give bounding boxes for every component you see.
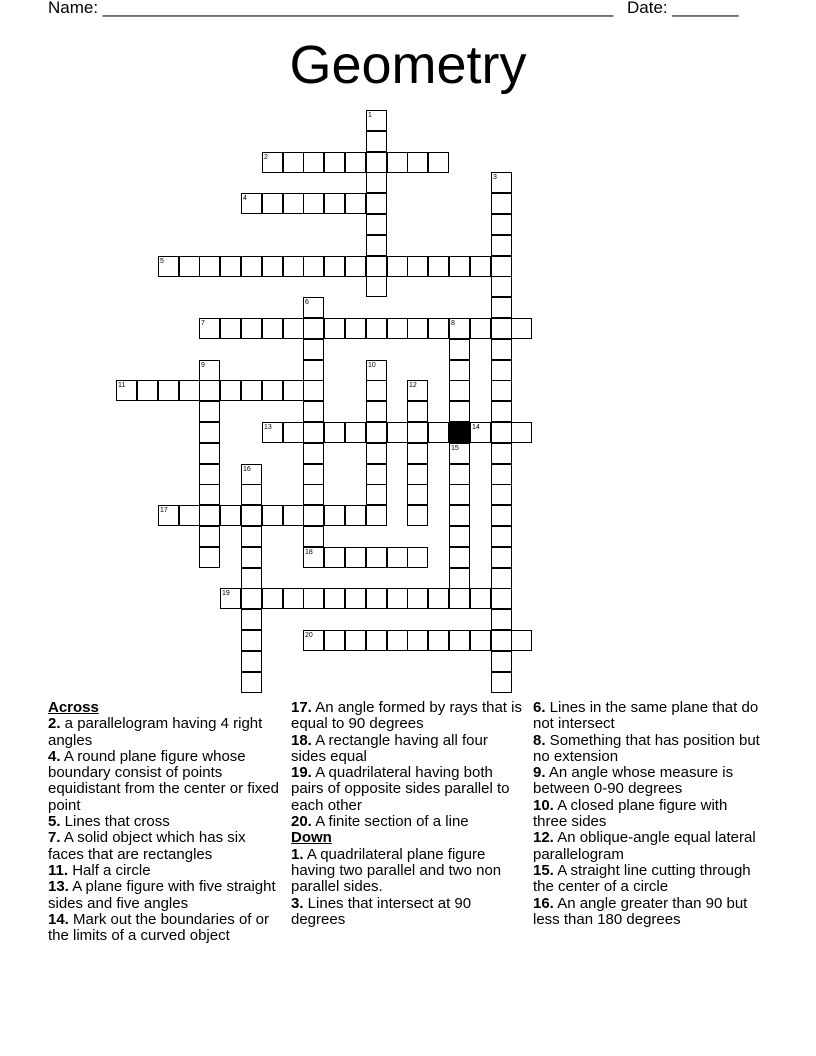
clue-text: Lines in the same plane that do not intersect bbox=[533, 699, 759, 733]
clue-text: A finite section of a line bbox=[311, 813, 469, 831]
clue-text: a parallelogram having 4 right angles bbox=[48, 715, 263, 749]
crossword-cell[interactable] bbox=[303, 360, 324, 381]
clue-item bbox=[533, 830, 765, 863]
crossword-cell[interactable] bbox=[283, 588, 304, 609]
crossword-cell[interactable] bbox=[241, 380, 262, 401]
clue-text: An angle greater than 90 but less than 180 degrees bbox=[533, 894, 748, 928]
crossword-cell[interactable] bbox=[491, 630, 512, 651]
clue-number-label: 18. bbox=[291, 731, 312, 749]
crossword-cell[interactable] bbox=[199, 360, 220, 381]
crossword-cell[interactable] bbox=[345, 318, 366, 339]
crossword-cell[interactable] bbox=[387, 256, 408, 277]
clue-number: 9 bbox=[201, 362, 205, 369]
crossword-cell[interactable] bbox=[241, 464, 262, 485]
crossword-cell[interactable] bbox=[428, 152, 449, 173]
across-clue-list bbox=[48, 716, 280, 944]
crossword-cell[interactable] bbox=[366, 630, 387, 651]
clue-item bbox=[48, 830, 280, 863]
crossword-cell[interactable] bbox=[220, 588, 241, 609]
clue-text: An angle formed by rays that is equal to 90 degrees bbox=[291, 699, 522, 733]
crossword-cell[interactable] bbox=[491, 172, 512, 193]
crossword-cell[interactable] bbox=[449, 318, 470, 339]
clue-number-label: 14. bbox=[48, 910, 69, 928]
crossword-cell[interactable] bbox=[199, 505, 220, 526]
crossword-cell[interactable] bbox=[407, 256, 428, 277]
clue-item bbox=[291, 847, 523, 896]
crossword-cell[interactable] bbox=[428, 318, 449, 339]
clue-text: Lines that intersect at 90 degrees bbox=[291, 894, 472, 928]
clue-number-label: 17. bbox=[291, 699, 312, 716]
crossword-cell[interactable] bbox=[199, 547, 220, 568]
clue-number: 5 bbox=[160, 258, 164, 265]
crossword-cell[interactable] bbox=[449, 568, 470, 589]
crossword-cell[interactable] bbox=[491, 235, 512, 256]
clue-text: A closed plane figure with three sides bbox=[533, 796, 728, 831]
clue-item bbox=[48, 863, 280, 879]
crossword-cell[interactable] bbox=[241, 318, 262, 339]
clue-number-label: 19. bbox=[291, 764, 312, 782]
crossword-cell[interactable] bbox=[491, 672, 512, 693]
crossword-cell[interactable] bbox=[491, 297, 512, 318]
crossword-cell[interactable] bbox=[324, 505, 345, 526]
clue-number-label: 2. bbox=[48, 715, 61, 733]
crossword-cell[interactable] bbox=[470, 256, 491, 277]
crossword-cell[interactable] bbox=[449, 505, 470, 526]
crossword-cell[interactable] bbox=[179, 505, 200, 526]
clue-number-label: 7. bbox=[48, 829, 61, 847]
clue-item bbox=[291, 896, 523, 929]
crossword-cell[interactable] bbox=[303, 505, 324, 526]
crossword-cell[interactable] bbox=[491, 526, 512, 547]
crossword-cell[interactable] bbox=[303, 588, 324, 609]
crossword-cell[interactable] bbox=[366, 172, 387, 193]
down-heading: Down bbox=[291, 829, 332, 847]
crossword-cell[interactable] bbox=[303, 422, 324, 443]
clue-number: 11 bbox=[118, 382, 126, 389]
crossword-cell[interactable] bbox=[262, 318, 283, 339]
crossword-cell[interactable] bbox=[324, 422, 345, 443]
crossword-cell[interactable] bbox=[449, 339, 470, 360]
crossword-cell[interactable] bbox=[283, 152, 304, 173]
clue-number-label: 20. bbox=[291, 813, 312, 831]
crossword-cell[interactable] bbox=[407, 547, 428, 568]
crossword-cell[interactable] bbox=[491, 276, 512, 297]
crossword-cell[interactable] bbox=[220, 380, 241, 401]
crossword-cell[interactable] bbox=[241, 609, 262, 630]
crossword-cell[interactable] bbox=[470, 422, 491, 443]
crossword-cell[interactable] bbox=[491, 339, 512, 360]
crossword-cell[interactable] bbox=[324, 152, 345, 173]
crossword-cell[interactable] bbox=[491, 505, 512, 526]
crossword-cell[interactable] bbox=[199, 464, 220, 485]
crossword-cell[interactable] bbox=[262, 505, 283, 526]
clue-item bbox=[48, 814, 280, 830]
clue-number-label: 15. bbox=[533, 861, 554, 879]
clue-item bbox=[291, 733, 523, 766]
crossword-cell[interactable] bbox=[199, 484, 220, 505]
clue-number-label: 16. bbox=[533, 894, 554, 912]
clue-item bbox=[533, 700, 765, 733]
clue-number-label: 1. bbox=[291, 845, 304, 863]
clue-text: A quadrilateral plane figure having two parallel and two non parallel sides. bbox=[291, 845, 502, 896]
crossword-cell[interactable] bbox=[199, 401, 220, 422]
crossword-cell[interactable] bbox=[345, 256, 366, 277]
clue-text: A rectangle having all four sides equal bbox=[291, 731, 488, 765]
crossword-cell[interactable] bbox=[428, 630, 449, 651]
clue-text: A plane figure with five straight sides and five angles bbox=[48, 878, 276, 912]
clue-item bbox=[533, 765, 765, 798]
clue-number: 20 bbox=[305, 632, 313, 639]
crossword-cell[interactable] bbox=[241, 651, 262, 672]
crossword-cell[interactable] bbox=[491, 214, 512, 235]
clue-text: An angle whose measure is between 0-90 degrees bbox=[533, 764, 734, 798]
crossword-cell[interactable] bbox=[366, 464, 387, 485]
clue-number-label: 10. bbox=[533, 796, 554, 814]
crossword-cell[interactable] bbox=[179, 380, 200, 401]
crossword-cell[interactable] bbox=[303, 318, 324, 339]
clue-number-label: 9. bbox=[533, 764, 546, 782]
crossword-cell[interactable] bbox=[241, 568, 262, 589]
crossword-cell[interactable] bbox=[491, 380, 512, 401]
date-field-label: Date: _______ bbox=[627, 0, 739, 17]
clue-number: 13 bbox=[264, 424, 272, 431]
clue-number-label: 11. bbox=[48, 861, 69, 879]
crossword-cell[interactable] bbox=[303, 256, 324, 277]
crossword-cell[interactable] bbox=[241, 526, 262, 547]
crossword-cell[interactable] bbox=[283, 256, 304, 277]
clue-number: 6 bbox=[305, 299, 309, 306]
crossword-cell[interactable] bbox=[407, 401, 428, 422]
crossword-cell[interactable] bbox=[241, 505, 262, 526]
crossword-cell[interactable] bbox=[449, 443, 470, 464]
crossword-cell[interactable] bbox=[220, 505, 241, 526]
crossword-cell[interactable] bbox=[387, 318, 408, 339]
crossword-cell[interactable] bbox=[491, 464, 512, 485]
crossword-cell[interactable] bbox=[303, 193, 324, 214]
crossword-cell[interactable] bbox=[407, 630, 428, 651]
clue-item bbox=[48, 749, 280, 814]
clue-number: 14 bbox=[472, 424, 480, 431]
crossword-cell[interactable] bbox=[366, 110, 387, 131]
crossword-cell[interactable] bbox=[491, 193, 512, 214]
clue-text: Something that has position but no extension bbox=[533, 731, 760, 765]
crossword-cell[interactable] bbox=[491, 568, 512, 589]
crossword-cell[interactable] bbox=[428, 256, 449, 277]
crossword-cell[interactable] bbox=[158, 505, 179, 526]
crossword-cell[interactable] bbox=[283, 318, 304, 339]
crossword-cell[interactable] bbox=[449, 484, 470, 505]
clue-text: A straight line cutting through the center of a circle bbox=[533, 861, 751, 896]
clues-column-2 bbox=[291, 700, 523, 928]
crossword-cell[interactable] bbox=[407, 443, 428, 464]
crossword-cell[interactable] bbox=[262, 380, 283, 401]
crossword-cell[interactable] bbox=[303, 526, 324, 547]
crossword-cell[interactable] bbox=[262, 152, 283, 173]
crossword-cell[interactable] bbox=[407, 422, 428, 443]
crossword-cell[interactable] bbox=[241, 588, 262, 609]
across-clue-list-continued bbox=[291, 700, 523, 830]
crossword-cell[interactable] bbox=[491, 484, 512, 505]
crossword-cell[interactable] bbox=[283, 422, 304, 443]
clue-text: A round plane figure whose boundary consist of points equidistant from the center or fixed point bbox=[48, 747, 279, 814]
clue-text: A quadrilateral having both pairs of opposite sides parallel to each other bbox=[291, 764, 510, 814]
clue-number: 16 bbox=[243, 466, 251, 473]
crossword-cell[interactable] bbox=[449, 630, 470, 651]
crossword-cell[interactable] bbox=[241, 630, 262, 651]
clue-number: 15 bbox=[451, 445, 459, 452]
crossword-cell[interactable] bbox=[407, 152, 428, 173]
clue-item bbox=[291, 765, 523, 814]
crossword-cell[interactable] bbox=[366, 547, 387, 568]
clues-column-1 bbox=[48, 700, 280, 944]
crossword-cell[interactable] bbox=[407, 484, 428, 505]
page-title: Geometry bbox=[289, 35, 527, 95]
crossword-cell[interactable] bbox=[449, 547, 470, 568]
crossword-cell[interactable] bbox=[387, 588, 408, 609]
black-cell bbox=[449, 422, 470, 443]
clue-number-label: 13. bbox=[48, 878, 69, 896]
clue-number: 4 bbox=[243, 195, 247, 202]
crossword-cell[interactable] bbox=[387, 547, 408, 568]
clue-number: 8 bbox=[451, 320, 455, 327]
clue-item bbox=[48, 912, 280, 945]
clue-text: Lines that cross bbox=[60, 813, 170, 831]
clue-number: 7 bbox=[201, 320, 205, 327]
crossword-cell[interactable] bbox=[387, 152, 408, 173]
crossword-cell[interactable] bbox=[324, 256, 345, 277]
crossword-cell[interactable] bbox=[491, 256, 512, 277]
crossword-cell[interactable] bbox=[262, 193, 283, 214]
crossword-cell[interactable] bbox=[303, 547, 324, 568]
crossword-cell[interactable] bbox=[324, 193, 345, 214]
crossword-cell[interactable] bbox=[283, 193, 304, 214]
crossword-cell[interactable] bbox=[345, 630, 366, 651]
crossword-cell[interactable] bbox=[303, 380, 324, 401]
clue-number: 10 bbox=[368, 362, 376, 369]
crossword-cell[interactable] bbox=[303, 443, 324, 464]
crossword-cell[interactable] bbox=[241, 547, 262, 568]
clue-number: 17 bbox=[160, 507, 168, 514]
crossword-cell[interactable] bbox=[345, 152, 366, 173]
clue-number-label: 6. bbox=[533, 699, 546, 716]
crossword-cell[interactable] bbox=[407, 505, 428, 526]
crossword-cell[interactable] bbox=[470, 318, 491, 339]
clue-number: 12 bbox=[409, 382, 417, 389]
down-clue-list-continued bbox=[533, 700, 765, 928]
crossword-cell[interactable] bbox=[241, 672, 262, 693]
crossword-cell[interactable] bbox=[449, 464, 470, 485]
crossword-cell[interactable] bbox=[324, 318, 345, 339]
crossword-cell[interactable] bbox=[303, 339, 324, 360]
crossword-cell[interactable] bbox=[345, 547, 366, 568]
crossword-cell[interactable] bbox=[491, 360, 512, 381]
clue-item bbox=[291, 700, 523, 733]
crossword-cell[interactable] bbox=[407, 318, 428, 339]
crossword-cell[interactable] bbox=[366, 443, 387, 464]
crossword-cell[interactable] bbox=[199, 422, 220, 443]
crossword-cell[interactable] bbox=[449, 256, 470, 277]
crossword-cell[interactable] bbox=[199, 256, 220, 277]
crossword-cell[interactable] bbox=[428, 588, 449, 609]
crossword-cell[interactable] bbox=[199, 526, 220, 547]
crossword-cell[interactable] bbox=[303, 401, 324, 422]
crossword-cell[interactable] bbox=[199, 443, 220, 464]
crossword-cell[interactable] bbox=[366, 360, 387, 381]
crossword-cell[interactable] bbox=[324, 630, 345, 651]
clue-number: 1 bbox=[368, 112, 372, 119]
crossword-cell[interactable] bbox=[366, 214, 387, 235]
clues-column-3 bbox=[533, 700, 765, 928]
crossword-cell[interactable] bbox=[324, 547, 345, 568]
crossword-cell[interactable] bbox=[283, 380, 304, 401]
crossword-cell[interactable] bbox=[220, 318, 241, 339]
crossword-cell[interactable] bbox=[199, 318, 220, 339]
crossword-cell[interactable] bbox=[407, 588, 428, 609]
crossword-cell[interactable] bbox=[262, 422, 283, 443]
clue-number: 19 bbox=[222, 590, 230, 597]
crossword-cell[interactable] bbox=[366, 193, 387, 214]
clue-number: 2 bbox=[264, 154, 268, 161]
clue-item bbox=[533, 896, 765, 929]
crossword-cell[interactable] bbox=[303, 484, 324, 505]
crossword-cell[interactable] bbox=[345, 422, 366, 443]
crossword-cell[interactable] bbox=[491, 318, 512, 339]
crossword-cell[interactable] bbox=[158, 256, 179, 277]
crossword-cell[interactable] bbox=[158, 380, 179, 401]
clue-text: Mark out the boundaries of or the limits of a curved object bbox=[48, 910, 269, 945]
crossword-cell[interactable] bbox=[241, 193, 262, 214]
crossword-cell[interactable] bbox=[137, 380, 158, 401]
crossword-cell[interactable] bbox=[366, 484, 387, 505]
crossword-cell[interactable] bbox=[491, 588, 512, 609]
clue-number-label: 3. bbox=[291, 894, 304, 912]
crossword-cell[interactable] bbox=[387, 422, 408, 443]
crossword-cell[interactable] bbox=[470, 630, 491, 651]
crossword-cell[interactable] bbox=[262, 588, 283, 609]
crossword-cell[interactable] bbox=[366, 152, 387, 173]
crossword-cell[interactable] bbox=[303, 464, 324, 485]
crossword-cell[interactable] bbox=[449, 526, 470, 547]
crossword-cell[interactable] bbox=[116, 380, 137, 401]
crossword-cell[interactable] bbox=[366, 422, 387, 443]
crossword-cell[interactable] bbox=[449, 360, 470, 381]
crossword-cell[interactable] bbox=[491, 651, 512, 672]
down-clue-list bbox=[291, 847, 523, 928]
crossword-cell[interactable] bbox=[303, 630, 324, 651]
crossword-cell[interactable] bbox=[366, 401, 387, 422]
clue-item bbox=[533, 863, 765, 896]
crossword-cell[interactable] bbox=[220, 256, 241, 277]
crossword-cell[interactable] bbox=[491, 401, 512, 422]
crossword-cell[interactable] bbox=[407, 464, 428, 485]
crossword-cell[interactable] bbox=[491, 609, 512, 630]
crossword-cell[interactable] bbox=[428, 422, 449, 443]
crossword-cell[interactable] bbox=[303, 152, 324, 173]
crossword-cell[interactable] bbox=[345, 505, 366, 526]
clue-number-label: 8. bbox=[533, 731, 546, 749]
across-heading: Across bbox=[48, 699, 99, 716]
crossword-cell[interactable] bbox=[324, 588, 345, 609]
crossword-cell[interactable] bbox=[387, 630, 408, 651]
name-field-label: Name: ______________________________________________________ bbox=[48, 0, 614, 17]
crossword-cell[interactable] bbox=[366, 588, 387, 609]
crossword-cell[interactable] bbox=[491, 422, 512, 443]
crossword-cell[interactable] bbox=[491, 547, 512, 568]
clue-number-label: 12. bbox=[533, 829, 554, 847]
clue-text: An oblique-angle equal lateral parallelogram bbox=[533, 829, 756, 863]
clue-number: 18 bbox=[305, 549, 313, 556]
clue-item bbox=[533, 798, 765, 831]
clue-item bbox=[533, 733, 765, 766]
crossword-cell[interactable] bbox=[179, 256, 200, 277]
crossword-cell[interactable] bbox=[262, 256, 283, 277]
clue-item bbox=[291, 814, 523, 830]
crossword-cell[interactable] bbox=[511, 422, 532, 443]
crossword-cell[interactable] bbox=[491, 443, 512, 464]
crossword-cell[interactable] bbox=[199, 380, 220, 401]
crossword-cell[interactable] bbox=[303, 297, 324, 318]
crossword-cell[interactable] bbox=[345, 588, 366, 609]
crossword-cell[interactable] bbox=[241, 256, 262, 277]
crossword-cell[interactable] bbox=[449, 588, 470, 609]
clue-number: 3 bbox=[493, 174, 497, 181]
crossword-cell[interactable] bbox=[366, 256, 387, 277]
crossword-cell[interactable] bbox=[511, 630, 532, 651]
crossword-cell[interactable] bbox=[366, 276, 387, 297]
crossword-cell[interactable] bbox=[366, 131, 387, 152]
crossword-cell[interactable] bbox=[241, 484, 262, 505]
clue-number-label: 4. bbox=[48, 747, 61, 765]
clue-text: Half a circle bbox=[68, 861, 151, 879]
crossword-cell[interactable] bbox=[449, 380, 470, 401]
clue-text: A solid object which has six faces that are rectangles bbox=[48, 829, 246, 863]
crossword-cell[interactable] bbox=[345, 193, 366, 214]
crossword-cell[interactable] bbox=[407, 380, 428, 401]
clue-item bbox=[48, 879, 280, 912]
clue-number-label: 5. bbox=[48, 813, 61, 831]
crossword-cell[interactable] bbox=[283, 505, 304, 526]
crossword-cell[interactable] bbox=[366, 380, 387, 401]
crossword-cell[interactable] bbox=[366, 235, 387, 256]
crossword-cell[interactable] bbox=[366, 318, 387, 339]
crossword-cell[interactable] bbox=[511, 318, 532, 339]
crossword-cell[interactable] bbox=[449, 401, 470, 422]
crossword-cell[interactable] bbox=[366, 505, 387, 526]
clue-item bbox=[48, 716, 280, 749]
crossword-cell[interactable] bbox=[470, 588, 491, 609]
